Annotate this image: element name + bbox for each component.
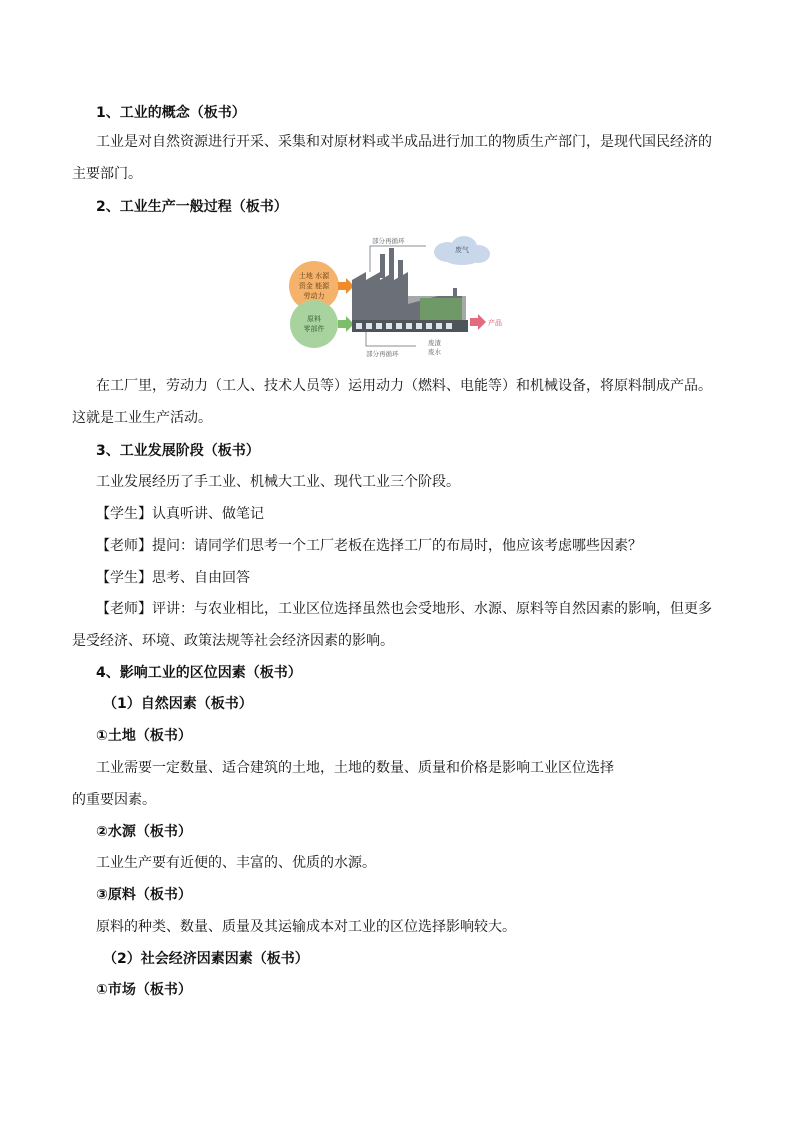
input2-line2: 零部件	[303, 325, 325, 333]
input1-line1: 土地 水源	[298, 272, 330, 280]
land-paragraph-line-1: 工业需要一定数量、适合建筑的土地，土地的数量、质量和价格是影响工业区位选择	[96, 760, 614, 776]
section-1-paragraph-line-2: 主要部门。	[72, 166, 142, 182]
input1-line3: 劳动力	[303, 292, 325, 300]
product-label: 产品	[488, 319, 502, 327]
section-2-paragraph-line-2: 这就是工业生产活动。	[72, 410, 212, 426]
input1-line2: 资金 能源	[298, 282, 330, 290]
teacher-comment-line-2: 是受经济、环境、政策法规等社会经济因素的影响。	[72, 633, 394, 649]
land-paragraph-line-2: 的重要因素。	[72, 792, 156, 808]
socioeconomic-factors-heading: （2）社会经济因素因素（板书）	[103, 951, 309, 967]
section-3-paragraph: 工业发展经历了手工业、机械大工业、现代工业三个阶段。	[96, 474, 460, 490]
waste-slag-label: 废渣	[428, 339, 441, 347]
student-note-1: 【学生】认真听讲、做笔记	[96, 506, 264, 522]
product-arrow	[470, 314, 486, 330]
section-1-paragraph-line-1: 工业是对自然资源进行开采、采集和对原材料或半成品进行加工的物质生产部门，是现代国民经济的	[96, 134, 712, 150]
student-note-2: 【学生】思考、自由回答	[96, 570, 250, 586]
recycle-bottom-label: 部分再循环	[366, 350, 399, 358]
teacher-question: 【老师】提问：请同学们思考一个工厂老板在选择工厂的布局时，他应该考虑哪些因素？	[96, 538, 642, 554]
land-heading: ①土地（板书）	[96, 728, 192, 744]
inputs-circle-green	[290, 300, 338, 348]
input2-line1: 原料	[307, 315, 321, 323]
exhaust-label: 废气	[455, 246, 469, 254]
section-4-heading: 4、影响工业的区位因素（板书）	[96, 665, 302, 681]
section-1-heading: 1、工业的概念（板书）	[96, 105, 246, 121]
input1-arrow	[338, 278, 354, 294]
raw-material-paragraph: 原料的种类、数量、质量及其运输成本对工业的区位选择影响较大。	[96, 919, 516, 935]
teacher-comment-line-1: 【老师】评讲：与农业相比，工业区位选择虽然也会受地形、水源、原料等自然因素的影响，但更多	[96, 601, 712, 617]
input2-arrow	[338, 316, 354, 332]
waste-water-label: 废水	[428, 348, 441, 356]
water-heading: ②水源（板书）	[96, 824, 192, 840]
section-2-paragraph-line-1: 在工厂里，劳动力（工人、技术人员等）运用动力（燃料、电能等）和机械设备，将原料制成产品。	[96, 378, 712, 394]
natural-factors-heading: （1）自然因素（板书）	[103, 696, 253, 712]
recycle-top-label: 部分再循环	[372, 237, 405, 245]
section-3-heading: 3、工业发展阶段（板书）	[96, 443, 260, 459]
recycle-bottom-line	[366, 332, 416, 346]
raw-material-heading: ③原料（板书）	[96, 887, 192, 903]
section-2-heading: 2、工业生产一般过程（板书）	[96, 199, 288, 215]
industrial-production-diagram	[288, 232, 508, 360]
water-paragraph: 工业生产要有近便的、丰富的、优质的水源。	[96, 855, 376, 871]
market-heading: ①市场（板书）	[96, 982, 192, 998]
